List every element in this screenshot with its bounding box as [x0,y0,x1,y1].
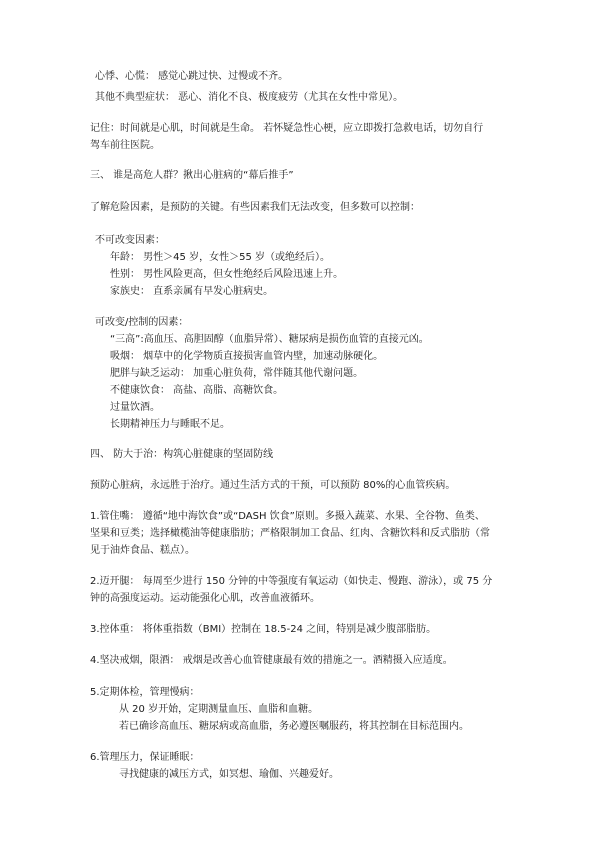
symptom-atypical: 其他不典型症状： 恶心、消化不良、极度疲劳（尤其在女性中常见）。 [95,92,404,103]
controllable-factor-diet: 不健康饮食： 高盐、高脂、高糖饮食。 [110,385,284,396]
item-5-line-2: 若已确诊高血压、糖尿病或高血脂，务必遵医嘱服药，将其控制在目标范围内。 [119,721,469,732]
item-1-line-1: 1.管住嘴： 遵循“地中海饮食”或“DASH 饮食”原则。多摄入蔬菜、水果、全谷物、鱼类、 [90,511,485,522]
controllable-factor-smoking: 吸烟： 烟草中的化学物质直接损害血管内壁，加速动脉硬化。 [110,351,384,362]
item-3: 3.控体重： 将体重指数（BMI）控制在 18.5-24 之间，特别是减少腹部脂肪。 [90,624,437,635]
item-6-title: 6.管理压力，保证睡眠： [90,752,200,763]
item-1-line-2: 坚果和豆类；选择橄榄油等健康脂肪；严格限制加工食品、红肉、含糖饮料和反式脂肪（常 [90,528,490,539]
section-4-heading: 四、 防大于治：构筑心脏健康的坚固防线 [90,449,274,460]
item-4: 4.坚决戒烟，限酒： 戒烟是改善心血管健康最有效的措施之一。酒精摄入应适度。 [90,655,453,666]
item-2-line-1: 2.迈开腿： 每周至少进行 150 分钟的中等强度有氧运动（如快走、慢跑、游泳），或 75 分 [90,576,493,587]
controllable-factor-alcohol: 过量饮酒。 [110,402,160,413]
section-3-intro: 了解危险因素，是预防的关键。有些因素我们无法改变，但多数可以控制： [90,202,420,213]
fixed-factor-age: 年龄： 男性＞45 岁，女性＞55 岁（或绝经后）。 [110,252,330,263]
fixed-factor-family-history: 家族史： 直系亲属有早发心脏病史。 [110,286,274,297]
item-2-line-2: 钟的高强度运动。运动能强化心肌，改善血液循环。 [90,593,320,604]
item-5-title: 5.定期体检，管理慢病： [90,687,200,698]
controllable-factor-three-highs: “三高”:高血压、高胆固醇（血脂异常）、糖尿病是损伤血管的直接元凶。 [110,334,429,345]
symptom-palpitations: 心悸、心慌： 感觉心跳过快、过慢或不齐。 [95,71,289,82]
item-1-line-3: 见于油炸食品、糕点）。 [90,545,195,556]
controllable-factor-stress: 长期精神压力与睡眠不足。 [110,419,230,430]
controllable-factor-obesity: 肥胖与缺乏运动： 加重心脏负荷，常伴随其他代谢问题。 [110,368,364,379]
item-5-line-1: 从 20 岁开始，定期测量血压、血脂和血糖。 [119,704,319,715]
fixed-factor-sex: 性别： 男性风险更高，但女性绝经后风险迅速上升。 [110,269,344,280]
reminder-line-2: 驾车前往医院。 [90,140,160,151]
section-4-intro: 预防心脏病，永远胜于治疗。通过生活方式的干预，可以预防 80%的心血管疾病。 [90,480,456,491]
controllable-factors-title: 可改变/控制的因素： [95,317,189,328]
reminder-line-1: 记住：时间就是心肌，时间就是生命。 若怀疑急性心梗，应立即拨打急救电话，切勿自行 [90,123,484,134]
fixed-factors-title: 不可改变因素： [95,235,165,246]
item-6-line-1: 寻找健康的减压方式，如冥想、瑜伽、兴趣爱好。 [119,769,339,780]
section-3-heading: 三、 谁是高危人群？揪出心脏病的“幕后推手” [90,170,294,181]
